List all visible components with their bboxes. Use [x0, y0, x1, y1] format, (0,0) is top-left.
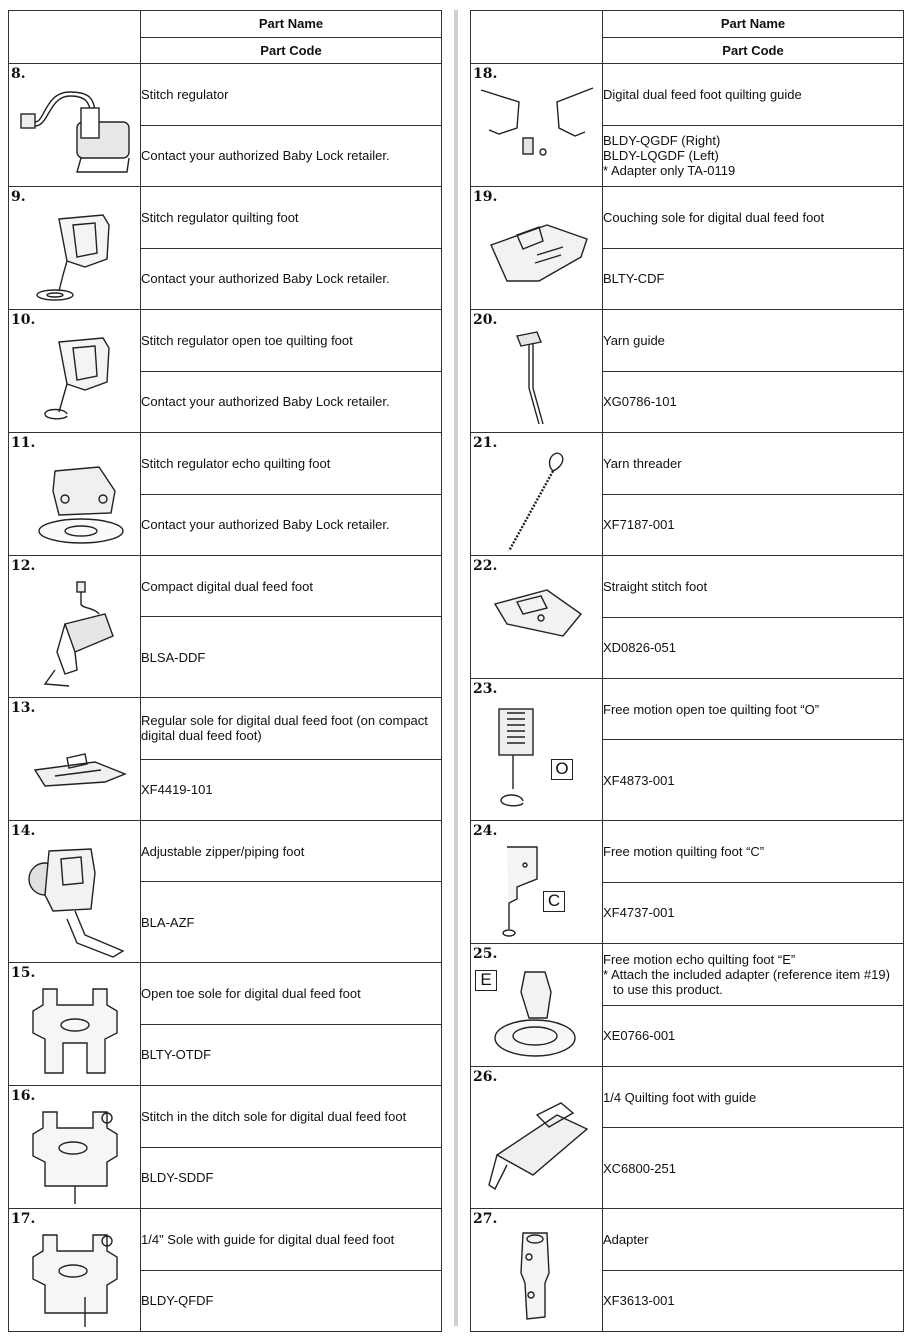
item-number: 10. [11, 312, 36, 328]
part-name: Stitch in the ditch sole for digital dual feed foot [141, 1086, 442, 1148]
table-row [9, 64, 442, 126]
part-code-note: * Adapter only TA-0119 [603, 163, 736, 179]
straight-stitch-foot-icon [477, 574, 597, 674]
quilting-foot-icon [15, 205, 135, 305]
table-row [471, 310, 904, 372]
quarter-inch-sole-icon [15, 1227, 135, 1327]
echo-quilting-foot-icon [15, 451, 135, 551]
item-number: 25. [473, 946, 498, 962]
table-row [9, 1209, 442, 1271]
item-number: 22. [473, 558, 498, 574]
part-name: Couching sole for digital dual feed foot [603, 187, 904, 249]
item-number: 20. [473, 312, 498, 328]
part-code: XC6800-251 [603, 1128, 904, 1209]
foot-letter-label: E [475, 970, 497, 991]
free-motion-quilting-foot-icon [477, 839, 597, 939]
part-name: Straight stitch foot [603, 556, 904, 618]
part-code: Contact your authorized Baby Lock retailer. [141, 248, 442, 310]
stitch-regulator-icon [15, 82, 135, 182]
part-code: XF7187-001 [603, 494, 904, 556]
part-name: 1/4 Quilting foot with guide [603, 1067, 904, 1128]
part-name [603, 944, 904, 1006]
item-number: 17. [11, 1211, 36, 1227]
table-row [471, 1209, 904, 1271]
item-number: 13. [11, 700, 36, 716]
item-number: 16. [11, 1088, 36, 1104]
item-number: 11. [11, 435, 36, 451]
table-row [9, 310, 442, 372]
open-toe-sole-icon [15, 981, 135, 1081]
part-name: Adjustable zipper/piping foot [141, 821, 442, 882]
zipper-piping-foot-icon [15, 839, 135, 959]
part-code: XF3613-001 [603, 1270, 904, 1332]
part-name: 1/4" Sole with guide for digital dual feed foot [141, 1209, 442, 1271]
table-row [9, 1086, 442, 1148]
part-code: XF4873-001 [603, 740, 904, 821]
foot-letter-label: C [543, 891, 565, 912]
item-number: 27. [473, 1211, 498, 1227]
item-number: 26. [473, 1069, 498, 1085]
part-code: XG0786-101 [603, 371, 904, 433]
regular-sole-icon [15, 716, 135, 816]
table-row [9, 963, 442, 1025]
yarn-threader-icon [477, 451, 597, 551]
item-number: 18. [473, 66, 498, 82]
item-number: 8. [11, 66, 26, 82]
yarn-guide-icon [477, 328, 597, 428]
part-name-header: Part Name [603, 11, 904, 38]
adapter-icon [477, 1227, 597, 1327]
table-row [9, 821, 442, 882]
table-row [471, 944, 904, 1006]
table-row [471, 821, 904, 883]
part-name: Adapter [603, 1209, 904, 1271]
part-name-header: Part Name [141, 11, 442, 38]
part-code-header: Part Code [141, 37, 442, 64]
part-name: Yarn guide [603, 310, 904, 372]
ditch-sole-icon [15, 1104, 135, 1204]
part-name: Stitch regulator [141, 64, 442, 126]
table-row [471, 433, 904, 495]
free-motion-open-toe-foot-icon [477, 697, 597, 817]
part-code: Contact your authorized Baby Lock retailer. [141, 125, 442, 187]
item-number: 12. [11, 558, 36, 574]
item-number: 21. [473, 435, 498, 451]
table-row [9, 433, 442, 495]
compact-dual-feed-foot-icon [15, 574, 135, 694]
part-code: BLA-AZF [141, 882, 442, 963]
foot-letter-label: O [551, 759, 573, 780]
part-name: Free motion open toe quilting foot “O” [603, 679, 904, 740]
part-name: Regular sole for digital dual feed foot (on compact digital dual feed foot) [141, 698, 442, 760]
quarter-quilting-foot-icon [477, 1085, 597, 1205]
table-row [9, 698, 442, 760]
table-row [9, 556, 442, 617]
part-code: BLTY-OTDF [141, 1024, 442, 1086]
item-number: 9. [11, 189, 26, 205]
item-number: 23. [473, 681, 498, 697]
item-number: 15. [11, 965, 36, 981]
part-name: Yarn threader [603, 433, 904, 495]
part-name-text: Free motion echo quilting foot “E” [603, 951, 796, 967]
part-name: Free motion quilting foot “C” [603, 821, 904, 883]
part-code: XE0766-001 [603, 1005, 904, 1067]
part-name: Digital dual feed foot quilting guide [603, 64, 904, 126]
part-code: BLTY-CDF [603, 248, 904, 310]
table-row [471, 187, 904, 249]
part-code: BLDY-SDDF [141, 1147, 442, 1209]
part-code-line: BLDY-QGDF (Right) [603, 133, 721, 149]
part-code: BLDY-QFDF [141, 1270, 442, 1332]
part-name: Stitch regulator open toe quilting foot [141, 310, 442, 372]
part-code: XF4419-101 [141, 759, 442, 821]
table-row [471, 556, 904, 618]
item-number: 14. [11, 823, 36, 839]
parts-table-right [470, 10, 904, 1332]
table-row [471, 64, 904, 126]
table-row [9, 187, 442, 249]
item-number: 24. [473, 823, 498, 839]
part-code-line: BLDY-LQGDF (Left) [603, 148, 719, 164]
part-name: Stitch regulator quilting foot [141, 187, 442, 249]
part-name: Open toe sole for digital dual feed foot [141, 963, 442, 1025]
open-toe-quilting-foot-icon [15, 328, 135, 428]
column-divider [454, 10, 458, 1326]
part-code: Contact your authorized Baby Lock retailer. [141, 494, 442, 556]
part-name: Compact digital dual feed foot [141, 556, 442, 617]
item-number: 19. [473, 189, 498, 205]
part-code: XD0826-051 [603, 617, 904, 679]
table-row [471, 1067, 904, 1128]
quilting-guide-icon [477, 82, 597, 182]
table-row [471, 679, 904, 740]
part-code: Contact your authorized Baby Lock retailer. [141, 371, 442, 433]
part-name-note: * Attach the included adapter (reference item #19) to use this product. [603, 966, 890, 997]
part-code-header: Part Code [603, 37, 904, 64]
part-code: XF4737-001 [603, 882, 904, 944]
part-code [603, 125, 904, 187]
parts-table-left [8, 10, 442, 1332]
part-name: Stitch regulator echo quilting foot [141, 433, 442, 495]
part-code: BLSA-DDF [141, 617, 442, 698]
couching-sole-icon [477, 205, 597, 305]
